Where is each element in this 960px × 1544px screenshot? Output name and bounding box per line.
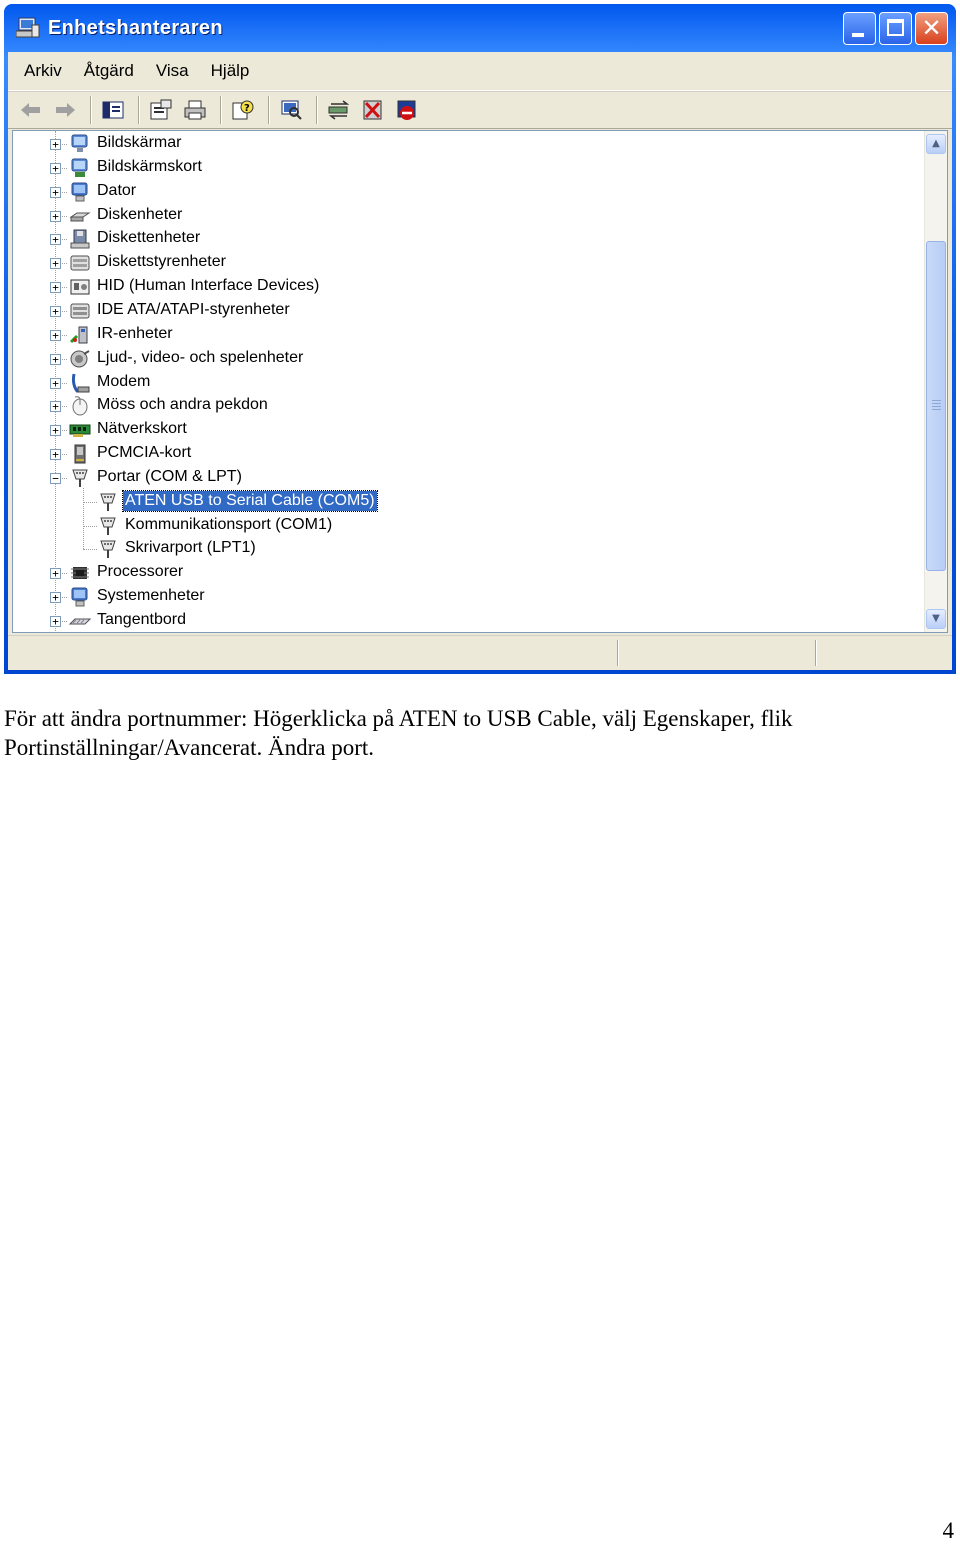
- title-bar[interactable]: [8, 4, 952, 52]
- tree-category[interactable]: [13, 561, 913, 585]
- back-button[interactable]: [16, 96, 46, 124]
- expand-toggle[interactable]: +: [50, 139, 61, 150]
- tree-category[interactable]: [13, 204, 913, 228]
- tree-item-label[interactable]: Dator: [97, 181, 137, 199]
- scroll-up-button[interactable]: [926, 134, 946, 154]
- expand-toggle[interactable]: +: [50, 330, 61, 341]
- hid-icon: [69, 276, 91, 298]
- tree-category[interactable]: [13, 466, 913, 490]
- disable-device-button[interactable]: [358, 96, 388, 124]
- tree-item-label[interactable]: Modem: [97, 372, 151, 390]
- tree-item-label[interactable]: Skrivarport (LPT1): [125, 539, 256, 557]
- scroll-grip: [932, 409, 941, 410]
- tree-device[interactable]: [13, 514, 913, 538]
- printer-icon: [183, 99, 207, 121]
- expand-toggle[interactable]: +: [50, 282, 61, 293]
- update-driver-button[interactable]: [324, 96, 354, 124]
- display-adapter-icon: [69, 157, 91, 179]
- forward-arrow-icon: [54, 102, 76, 118]
- tree-category[interactable]: [13, 156, 913, 180]
- uninstall-device-icon: [395, 99, 419, 121]
- ide-controller-icon: [69, 300, 91, 322]
- expand-toggle[interactable]: +: [50, 425, 61, 436]
- collapse-toggle[interactable]: −: [50, 473, 61, 484]
- help-icon: [231, 99, 255, 121]
- tree-category[interactable]: [13, 347, 913, 371]
- monitor-icon: [69, 133, 91, 155]
- tree-connector: [83, 549, 97, 550]
- instruction-caption: För att ändra portnummer: Högerklicka på ATEN to USB Cable, välj Egenskaper, flik Portinställningar/Avancerat. Ändra port.: [4, 706, 793, 760]
- svg-text:?: ?: [244, 102, 250, 114]
- expand-toggle[interactable]: +: [50, 449, 61, 460]
- floppy-controller-icon: [69, 252, 91, 274]
- tree-item-label[interactable]: Möss och andra pekdon: [97, 396, 268, 414]
- chevron-up-icon: ▲: [932, 138, 940, 149]
- toolbar-separator: [138, 96, 140, 124]
- tree-item-label[interactable]: Kommunikationsport (COM1): [125, 515, 333, 533]
- tree-device[interactable]: [13, 537, 913, 561]
- close-button[interactable]: [915, 12, 948, 45]
- status-bar-separator: [617, 640, 619, 666]
- scan-hardware-button[interactable]: [276, 96, 306, 124]
- tree-item-label[interactable]: IR-enheter: [97, 324, 173, 342]
- back-arrow-icon: [20, 102, 42, 118]
- tree-item-label[interactable]: Tangentbord: [97, 611, 186, 628]
- menu-bar: [8, 52, 952, 91]
- print-button[interactable]: [180, 96, 210, 124]
- disk-drive-icon: [69, 205, 91, 227]
- expand-toggle[interactable]: +: [50, 378, 61, 389]
- tree-category[interactable]: [13, 227, 913, 251]
- tree-item-label[interactable]: Nätverkskort: [97, 420, 187, 438]
- scroll-grip: [932, 400, 941, 401]
- menu-hjalp[interactable]: Hjälp: [210, 61, 250, 80]
- sound-icon: [69, 348, 91, 370]
- scroll-grip: [932, 406, 941, 407]
- uninstall-device-button[interactable]: [392, 96, 422, 124]
- selected-device-label[interactable]: ATEN USB to Serial Cable (COM5): [125, 491, 375, 509]
- expand-toggle[interactable]: +: [50, 306, 61, 317]
- vertical-scrollbar[interactable]: [924, 131, 947, 632]
- port-icon: [97, 538, 119, 560]
- tree-connector: [83, 526, 97, 527]
- floppy-drive-icon: [69, 228, 91, 250]
- computer-icon: [69, 181, 91, 203]
- tree-item-label[interactable]: HID (Human Interface Devices): [97, 277, 320, 295]
- modem-icon: [69, 372, 91, 394]
- expand-toggle[interactable]: +: [50, 211, 61, 222]
- console-tree-icon: [102, 100, 124, 120]
- tree-item-label[interactable]: Portar (COM & LPT): [97, 467, 242, 485]
- port-icon: [69, 467, 91, 489]
- minimize-icon: [852, 33, 864, 37]
- scroll-down-button[interactable]: [926, 609, 946, 629]
- menu-visa[interactable]: Visa: [155, 61, 189, 80]
- toolbar-separator: [90, 96, 92, 124]
- expand-toggle[interactable]: +: [50, 354, 61, 365]
- tree-category[interactable]: [13, 299, 913, 323]
- expand-toggle[interactable]: +: [50, 187, 61, 198]
- pcmcia-icon: [69, 443, 91, 465]
- tree-connector: [83, 502, 97, 503]
- tree-category[interactable]: [13, 394, 913, 418]
- tree-category[interactable]: [13, 585, 913, 609]
- device-manager-icon: [16, 17, 40, 39]
- device-tree[interactable]: [12, 130, 948, 633]
- tree-category[interactable]: [13, 609, 913, 633]
- menu-atgard[interactable]: Åtgärd: [83, 61, 134, 80]
- expand-toggle[interactable]: +: [50, 163, 61, 174]
- tree-category[interactable]: [13, 132, 913, 156]
- port-icon: [97, 491, 119, 513]
- disable-device-icon: [361, 99, 385, 121]
- infrared-icon: [69, 324, 91, 346]
- device-manager-window: [4, 4, 956, 674]
- expand-toggle[interactable]: +: [50, 401, 61, 412]
- tree-category[interactable]: [13, 251, 913, 275]
- tree-item-label[interactable]: Systemenheter: [97, 587, 205, 605]
- page-number: 4: [942, 1518, 954, 1543]
- expand-toggle[interactable]: +: [50, 234, 61, 245]
- tree-item-label[interactable]: Processorer: [97, 563, 184, 581]
- properties-button[interactable]: [146, 96, 176, 124]
- toolbar-separator: [220, 96, 222, 124]
- scroll-grip: [932, 403, 941, 404]
- processor-icon: [69, 562, 91, 584]
- tree-category[interactable]: [13, 418, 913, 442]
- mouse-icon: [69, 395, 91, 417]
- status-bar: [8, 635, 952, 670]
- menu-arkiv[interactable]: Arkiv: [24, 61, 62, 80]
- keyboard-icon: [69, 610, 91, 632]
- properties-icon: [149, 99, 173, 121]
- tree-category[interactable]: [13, 323, 913, 347]
- forward-button[interactable]: [50, 96, 80, 124]
- tree-item-label[interactable]: Diskettstyrenheter: [97, 253, 226, 271]
- tree-item-label[interactable]: Bildskärmskort: [97, 157, 202, 175]
- scroll-thumb[interactable]: [926, 241, 946, 571]
- tree-category[interactable]: [13, 275, 913, 299]
- expand-toggle[interactable]: +: [50, 258, 61, 269]
- toolbar-separator: [268, 96, 270, 124]
- tree-category[interactable]: [13, 442, 913, 466]
- tree-item-label[interactable]: Diskettenheter: [97, 229, 201, 247]
- status-bar-separator: [815, 640, 817, 666]
- tree-item-label[interactable]: IDE ATA/ATAPI-styrenheter: [97, 300, 290, 318]
- expand-toggle[interactable]: +: [50, 616, 61, 627]
- chevron-down-icon: ▼: [932, 613, 940, 624]
- tree-category[interactable]: [13, 180, 913, 204]
- port-icon: [97, 515, 119, 537]
- tree-item-label[interactable]: Diskenheter: [97, 205, 183, 223]
- tree-item-label[interactable]: Ljud-, video- och spelenheter: [97, 348, 304, 366]
- maximize-button[interactable]: [879, 12, 912, 45]
- expand-toggle[interactable]: +: [50, 592, 61, 603]
- system-devices-icon: [69, 586, 91, 608]
- tree-device[interactable]: [13, 490, 913, 514]
- tree-item-label[interactable]: PCMCIA-kort: [97, 444, 192, 462]
- toolbar-separator: [316, 96, 318, 124]
- network-card-icon: [69, 419, 91, 441]
- tree-item-label[interactable]: Bildskärmar: [97, 134, 182, 151]
- window-client: [8, 52, 952, 670]
- show-hide-console-tree-button[interactable]: [98, 96, 128, 124]
- toolbar: [8, 91, 952, 129]
- scan-hardware-icon: [279, 99, 303, 121]
- minimize-button[interactable]: [843, 12, 876, 45]
- update-driver-icon: [327, 99, 351, 121]
- help-button[interactable]: [228, 96, 258, 124]
- close-icon: ✕: [921, 14, 942, 42]
- expand-toggle[interactable]: +: [50, 568, 61, 579]
- window-title: Enhetshanteraren: [48, 16, 223, 39]
- tree-category[interactable]: [13, 371, 913, 395]
- maximize-icon: [887, 19, 904, 36]
